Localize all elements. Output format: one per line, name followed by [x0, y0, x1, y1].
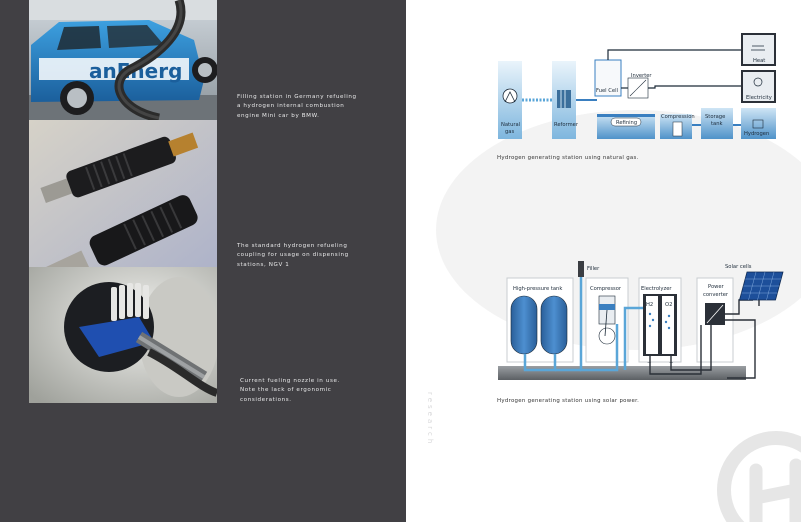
- label-refining: Refining: [616, 120, 638, 126]
- label-o2: O2: [665, 302, 673, 308]
- label-inverter: Inverter: [631, 73, 652, 79]
- label-minus: −: [647, 360, 652, 366]
- label-high-pressure-tank: High-pressure tank: [513, 286, 563, 292]
- label-natural-gas-1: Natural: [501, 122, 521, 128]
- label-natural-gas-2: gas: [505, 129, 515, 135]
- car-lettering: anEnerg: [89, 59, 183, 83]
- label-compression: Compression: [661, 114, 695, 120]
- photo-car-refueling: [29, 0, 217, 120]
- caption-natural-gas-diagram: Hydrogen generating station using natural gas.: [497, 155, 639, 161]
- label-hydrogen: Hydrogen: [744, 131, 770, 137]
- caption-refueling-coupling: The standard hydrogen refueling coupling for usage on dispensing stations, NGV 1: [237, 243, 349, 268]
- diagram-solar-power: [495, 258, 785, 386]
- label-electrolyzer: Electrolyzer: [641, 286, 672, 292]
- label-fuel-cell: Fuel Cell: [596, 88, 618, 94]
- caption-filling-station: Filling station in Germany refueling a hydrogen internal combustion engine Mini car by BMW.: [237, 94, 357, 119]
- photo-fueling-nozzle: [29, 267, 217, 403]
- label-electricity: Electricity: [746, 95, 772, 101]
- label-storage-1: Storage: [705, 114, 726, 120]
- diagram-natural-gas: [495, 30, 785, 145]
- label-power-converter-2: converter: [703, 292, 729, 298]
- label-solar-cells: Solar cells: [725, 264, 752, 270]
- label-plus: +: [669, 360, 674, 366]
- label-power-converter-1: Power: [708, 284, 724, 290]
- caption-solar-diagram: Hydrogen generating station using solar power.: [497, 398, 640, 404]
- label-reformer: Reformer: [554, 122, 578, 128]
- label-storage-2: tank: [711, 121, 723, 127]
- section-label: research: [426, 392, 434, 447]
- label-compressor: Compressor: [590, 286, 622, 292]
- caption-fueling-nozzle: Current fueling nozzle in use. Note the lack of ergonomic considerations.: [240, 378, 340, 403]
- photo-refueling-coupling: [29, 120, 217, 267]
- label-filler: Filler: [587, 266, 600, 272]
- label-h2: H2: [646, 302, 654, 308]
- label-heat: Heat: [753, 58, 766, 64]
